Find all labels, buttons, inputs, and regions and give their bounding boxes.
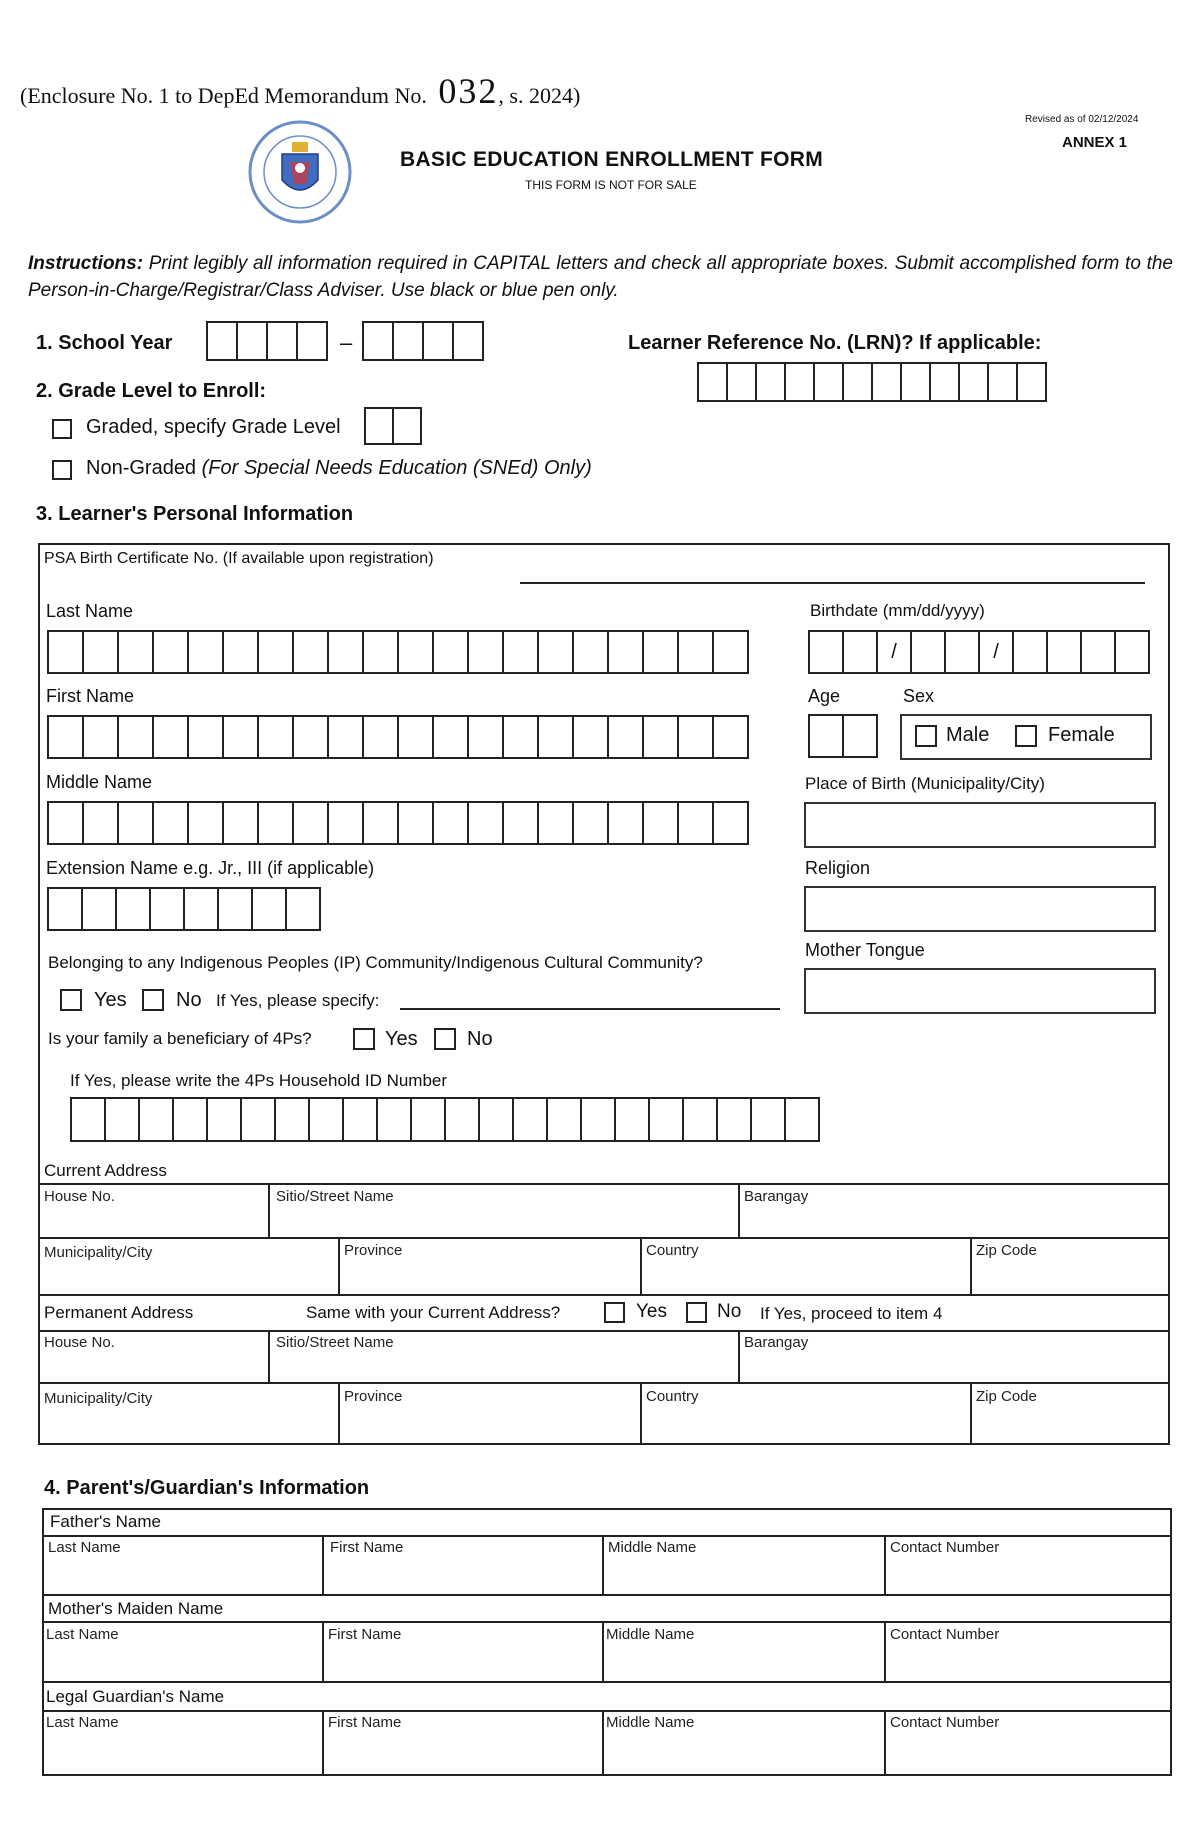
permanent-divider-2 — [738, 1330, 740, 1383]
birthdate-slash-2: / — [978, 630, 1014, 674]
current-divider-2 — [738, 1183, 740, 1238]
birthdate-label: Birthdate (mm/dd/yyyy) — [810, 601, 985, 620]
annex-label: ANNEX 1 — [1062, 134, 1128, 151]
father-divider-2 — [602, 1535, 604, 1594]
nongraded-checkbox[interactable] — [52, 460, 72, 480]
psa-line[interactable] — [520, 582, 1145, 584]
extension-name-label: Extension Name e.g. Jr., III (if applicable) — [46, 858, 375, 878]
religion-field[interactable] — [804, 886, 1156, 932]
fourps-no-label: No — [467, 1028, 493, 1050]
ip-no-checkbox[interactable] — [142, 989, 164, 1011]
guardian-rule — [42, 1710, 1172, 1712]
school-year-label: 1. School Year — [36, 332, 173, 354]
guardian-middle-name[interactable]: Middle Name — [606, 1714, 695, 1731]
revised-date: Revised as of 02/12/2024 — [1025, 114, 1139, 125]
mother-divider-1 — [322, 1621, 324, 1681]
permanent-country[interactable]: Country — [646, 1388, 699, 1405]
guardian-divider-3 — [884, 1710, 886, 1776]
male-label: Male — [946, 724, 990, 746]
ip-specify-line[interactable] — [400, 1008, 780, 1010]
current-province[interactable]: Province — [344, 1242, 403, 1259]
mother-name-label: Mother's Maiden Name — [48, 1599, 224, 1618]
nongraded-label: Non-Graded — [86, 457, 197, 479]
age-boxes[interactable] — [808, 714, 878, 758]
nongraded-line — [86, 457, 592, 480]
section4-label: 4. Parent's/Guardian's Information — [44, 1477, 370, 1499]
deped-seal-icon — [240, 118, 360, 226]
current-address-top-rule — [38, 1183, 1170, 1185]
father-name-label: Father's Name — [50, 1512, 161, 1531]
first-name-label: First Name — [46, 686, 135, 706]
permanent-row-rule — [38, 1382, 1170, 1384]
birthdate-slash-1: / — [876, 630, 912, 674]
same-yes-checkbox[interactable] — [604, 1302, 625, 1323]
instructions-text: Print legibly all information required in CAPITAL letters and check all appropriate boxes. Submit accomplished form to the Person-in-Charge/Registrar/Class Adviser. Use black or blue pen only. — [28, 253, 1173, 301]
permanent-municipality[interactable]: Municipality/City — [44, 1390, 153, 1407]
current-divider-4 — [640, 1237, 642, 1294]
lrn-label: Learner Reference No. (LRN)? If applicable: — [628, 332, 1042, 354]
enclosure-line — [20, 70, 580, 112]
father-middle-name[interactable]: Middle Name — [608, 1539, 697, 1556]
guardian-divider-1 — [322, 1710, 324, 1776]
fourps-id-boxes[interactable] — [70, 1097, 820, 1142]
religion-label: Religion — [805, 858, 871, 878]
middle-name-label: Middle Name — [46, 772, 153, 792]
permanent-address-label: Permanent Address — [44, 1303, 194, 1322]
mother-divider-2 — [602, 1621, 604, 1681]
current-municipality[interactable]: Municipality/City — [44, 1244, 153, 1261]
current-divider-5 — [970, 1237, 972, 1294]
mother-rule — [42, 1621, 1172, 1623]
guardian-name-label: Legal Guardian's Name — [46, 1687, 225, 1706]
graded-label: Graded, specify Grade Level — [86, 416, 341, 438]
form-title: BASIC EDUCATION ENROLLMENT FORM — [400, 148, 824, 171]
fourps-no-checkbox[interactable] — [434, 1028, 456, 1050]
school-year-end-boxes[interactable] — [362, 321, 484, 361]
first-name-boxes[interactable] — [47, 715, 749, 759]
fourps-yes-label: Yes — [385, 1028, 418, 1050]
same-address-question: Same with your Current Address? — [306, 1303, 561, 1322]
father-divider-1 — [322, 1535, 324, 1594]
ip-no-label: No — [176, 989, 202, 1011]
grade-level-label: 2. Grade Level to Enroll: — [36, 380, 267, 402]
father-last-name[interactable]: Last Name — [48, 1539, 121, 1556]
sex-label: Sex — [903, 686, 935, 706]
fourps-question: Is your family a beneficiary of 4Ps? — [48, 1029, 312, 1048]
father-bottom-rule — [42, 1594, 1172, 1596]
current-barangay[interactable]: Barangay — [744, 1188, 809, 1205]
current-zip[interactable]: Zip Code — [976, 1242, 1037, 1259]
middle-name-boxes[interactable] — [47, 801, 749, 845]
guardian-first-name[interactable]: First Name — [328, 1714, 402, 1731]
permanent-divider-3 — [338, 1382, 340, 1444]
graded-checkbox[interactable] — [52, 419, 72, 439]
section3-label: 3. Learner's Personal Information — [36, 503, 354, 525]
female-label: Female — [1048, 724, 1115, 746]
current-address-label: Current Address — [44, 1161, 167, 1180]
current-bottom-rule — [38, 1294, 1170, 1296]
grade-level-boxes[interactable] — [364, 407, 422, 445]
same-yes-label: Yes — [636, 1301, 667, 1322]
extension-name-boxes[interactable] — [47, 887, 321, 931]
same-no-label: No — [717, 1301, 742, 1322]
guardian-divider-2 — [602, 1710, 604, 1776]
permanent-divider-4 — [640, 1382, 642, 1444]
guardian-last-name[interactable]: Last Name — [46, 1714, 119, 1731]
psa-label: PSA Birth Certificate No. (If available upon registration) — [44, 550, 434, 567]
enclosure-suffix: , s. 2024) — [498, 83, 581, 108]
permanent-barangay[interactable]: Barangay — [744, 1334, 809, 1351]
last-name-boxes[interactable] — [47, 630, 749, 674]
permanent-top-rule — [38, 1330, 1170, 1332]
current-street[interactable]: Sitio/Street Name — [276, 1188, 394, 1205]
permanent-house-no[interactable]: House No. — [44, 1334, 115, 1351]
mother-last-name[interactable]: Last Name — [46, 1626, 119, 1643]
father-first-name[interactable]: First Name — [330, 1539, 404, 1556]
nongraded-note: (For Special Needs Education (SNEd) Only) — [201, 457, 592, 479]
permanent-zip[interactable]: Zip Code — [976, 1388, 1037, 1405]
instructions-label: Instructions: — [28, 253, 144, 274]
place-of-birth-label: Place of Birth (Municipality/City) — [805, 774, 1045, 793]
female-checkbox[interactable] — [1015, 725, 1037, 747]
lrn-boxes[interactable] — [697, 362, 1047, 402]
school-year-dash: – — [340, 330, 353, 355]
memo-number: 032 — [438, 71, 499, 111]
fourps-id-label: If Yes, please write the 4Ps Household ID Number — [70, 1071, 448, 1090]
permanent-street[interactable]: Sitio/Street Name — [276, 1334, 394, 1351]
mother-middle-name[interactable]: Middle Name — [606, 1626, 695, 1643]
instructions — [28, 250, 1173, 304]
current-row-rule — [38, 1237, 1170, 1239]
school-year-start-boxes[interactable] — [206, 321, 328, 361]
form-subtitle: THIS FORM IS NOT FOR SALE — [525, 178, 697, 192]
current-divider-1 — [268, 1183, 270, 1238]
permanent-divider-1 — [268, 1330, 270, 1383]
mother-contact[interactable]: Contact Number — [890, 1626, 1000, 1643]
mother-tongue-field[interactable] — [804, 968, 1156, 1014]
permanent-province[interactable]: Province — [344, 1388, 403, 1405]
permanent-divider-5 — [970, 1382, 972, 1444]
guardian-contact[interactable]: Contact Number — [890, 1714, 1000, 1731]
mother-bottom-rule — [42, 1681, 1172, 1683]
place-of-birth-field[interactable] — [804, 802, 1156, 848]
age-label: Age — [808, 686, 841, 706]
father-divider-3 — [884, 1535, 886, 1594]
last-name-label: Last Name — [46, 601, 134, 621]
mother-tongue-label: Mother Tongue — [805, 940, 925, 960]
current-country[interactable]: Country — [646, 1242, 699, 1259]
same-no-checkbox[interactable] — [686, 1302, 707, 1323]
current-house-no[interactable]: House No. — [44, 1188, 115, 1205]
male-checkbox[interactable] — [915, 725, 937, 747]
ip-yes-checkbox[interactable] — [60, 989, 82, 1011]
father-contact[interactable]: Contact Number — [890, 1539, 1000, 1556]
mother-divider-3 — [884, 1621, 886, 1681]
deped-seal — [240, 118, 360, 226]
proceed-note: If Yes, proceed to item 4 — [760, 1304, 943, 1323]
ip-yes-label: Yes — [94, 989, 127, 1011]
fourps-yes-checkbox[interactable] — [353, 1028, 375, 1050]
birthdate-boxes[interactable] — [808, 630, 1150, 674]
father-rule — [42, 1535, 1172, 1537]
enclosure-prefix: (Enclosure No. 1 to DepEd Memorandum No. — [20, 83, 427, 108]
current-divider-3 — [338, 1237, 340, 1294]
ip-question: Belonging to any Indigenous Peoples (IP) Community/Indigenous Cultural Community? — [48, 953, 703, 972]
mother-first-name[interactable]: First Name — [328, 1626, 402, 1643]
ip-specify-label: If Yes, please specify: — [216, 991, 380, 1010]
